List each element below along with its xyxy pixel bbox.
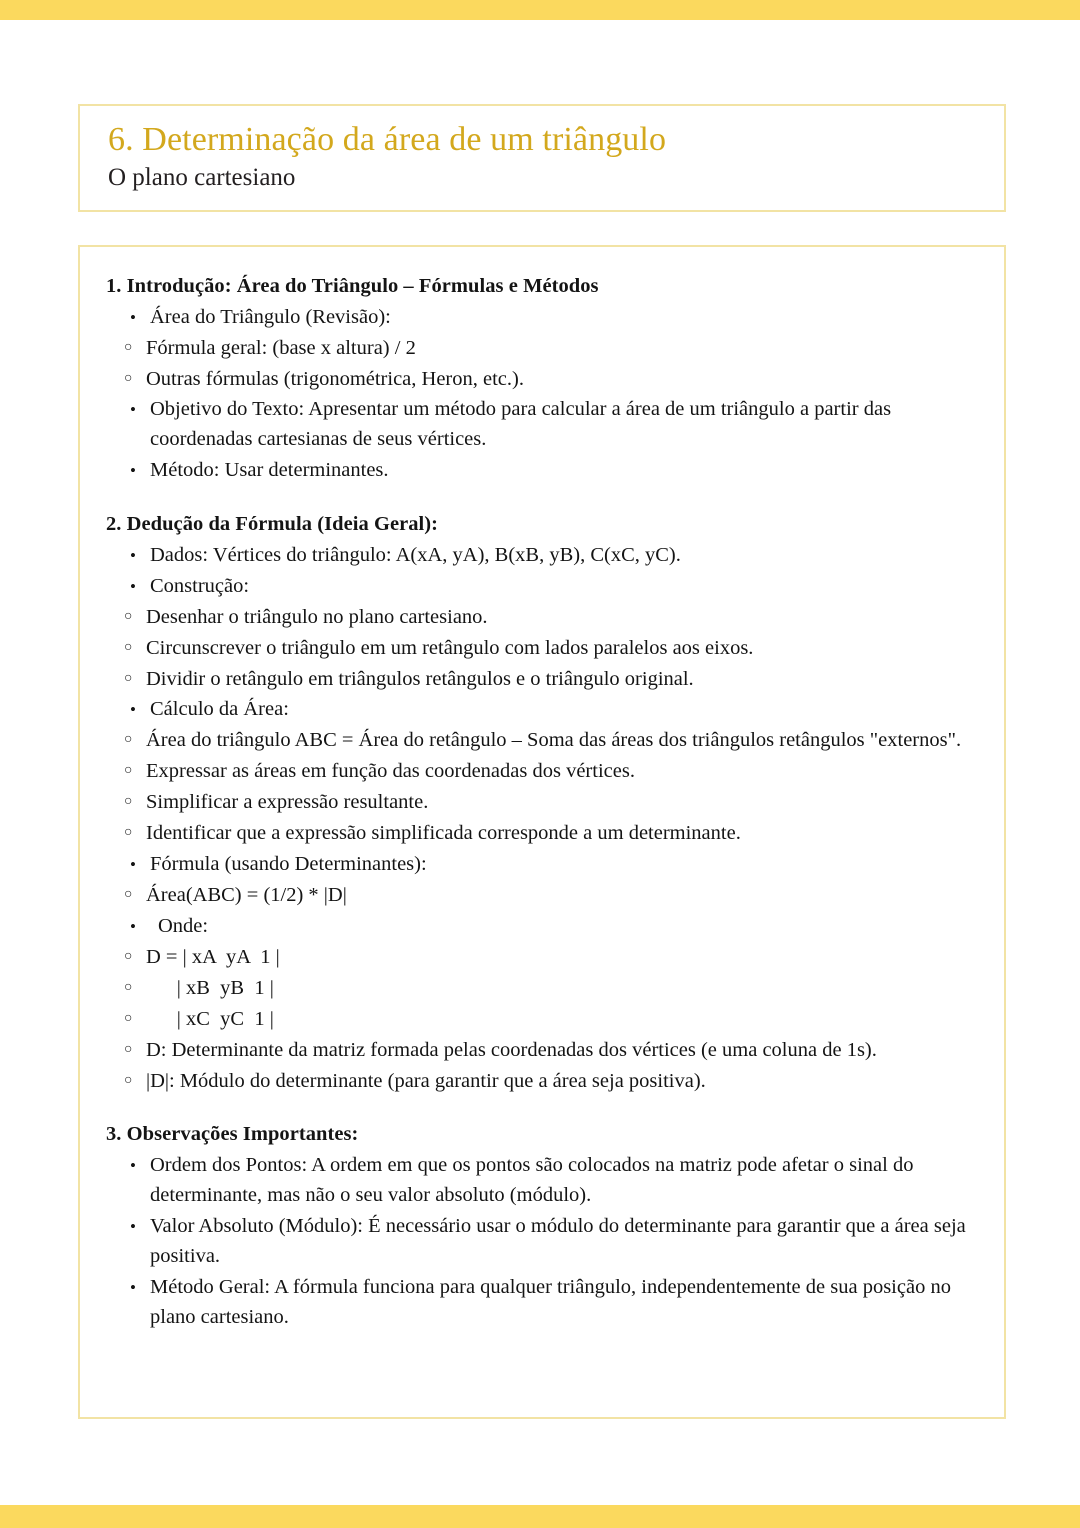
sub-list-wrapper bbox=[106, 334, 978, 395]
list-item bbox=[106, 695, 978, 725]
section-heading: 2. Dedução da Fórmula (Ideia Geral): bbox=[106, 513, 439, 536]
document-content-box bbox=[78, 245, 1006, 1419]
bullet-marker-icon: • bbox=[130, 855, 136, 875]
bullet-marker-icon: • bbox=[130, 400, 136, 420]
bullet-marker-icon: • bbox=[130, 916, 136, 936]
bullet-marker-icon: • bbox=[130, 461, 136, 481]
list-item bbox=[106, 1273, 978, 1333]
sub-bullet-marker-icon: ○ bbox=[124, 825, 133, 841]
list-item bbox=[106, 850, 978, 880]
list-item-text: Simplificar a expressão resultante. bbox=[146, 791, 429, 814]
top-accent-bar bbox=[0, 0, 1080, 20]
list-item bbox=[106, 1212, 978, 1272]
list-item bbox=[106, 634, 978, 664]
list-item-text: Método: Usar determinantes. bbox=[150, 459, 389, 482]
list-item bbox=[106, 603, 978, 633]
list-item-text: Dados: Vértices do triângulo: A(xA, yA), B(xB, yB), C(xC, yC). bbox=[150, 543, 681, 566]
list-item-text: Outras fórmulas (trigonométrica, Heron, etc.). bbox=[146, 367, 524, 390]
list-item bbox=[106, 1067, 978, 1097]
list-item bbox=[106, 726, 978, 756]
bullet-marker-icon: • bbox=[130, 700, 136, 720]
list-item-text: Fórmula geral: (base x altura) / 2 bbox=[146, 336, 416, 359]
list-item-text: D: Determinante da matriz formada pelas coordenadas dos vértices (e uma coluna de 1s). bbox=[146, 1038, 877, 1061]
list-item bbox=[106, 541, 978, 571]
list-item bbox=[106, 1036, 978, 1066]
sub-bullet-marker-icon: ○ bbox=[124, 794, 133, 810]
sub-bullet-marker-icon: ○ bbox=[124, 1072, 133, 1088]
list-item-text: Identificar que a expressão simplificada corresponde a um determinante. bbox=[146, 822, 741, 845]
list-item bbox=[106, 303, 978, 333]
matrix-row-text: | xB yB 1 | bbox=[146, 976, 274, 999]
bullet-marker-icon: • bbox=[130, 307, 136, 327]
list-item bbox=[106, 334, 978, 364]
sub-bullet-marker-icon: ○ bbox=[124, 948, 133, 964]
bullet-list-level-2 bbox=[106, 726, 978, 849]
section-heading: 1. Introdução: Área do Triângulo – Fórmulas e Métodos bbox=[106, 275, 599, 297]
list-item-text: Dividir o retângulo em triângulos retângulos e o triângulo original. bbox=[146, 667, 694, 690]
list-item bbox=[106, 1151, 978, 1211]
bullet-marker-icon: • bbox=[130, 545, 136, 565]
list-item-text: Área do Triângulo (Revisão): bbox=[150, 305, 391, 328]
list-item-text: Desenhar o triângulo no plano cartesiano. bbox=[146, 605, 488, 628]
bullet-list-level-2 bbox=[106, 881, 978, 911]
list-item bbox=[106, 912, 978, 942]
document-header-box bbox=[78, 104, 1006, 212]
matrix-row-text: D = | xA yA 1 | bbox=[146, 945, 280, 968]
document-section bbox=[106, 511, 978, 1096]
bullet-list-level-1 bbox=[106, 1151, 978, 1333]
sub-bullet-marker-icon: ○ bbox=[124, 887, 133, 903]
list-item bbox=[106, 881, 978, 911]
sub-list-wrapper bbox=[106, 603, 978, 695]
sub-bullet-marker-icon: ○ bbox=[124, 1041, 133, 1057]
list-item-text: Expressar as áreas em função das coordenadas dos vértices. bbox=[146, 760, 635, 783]
bullet-list-level-1 bbox=[106, 303, 978, 487]
sub-list-wrapper bbox=[106, 943, 978, 1097]
list-item bbox=[106, 788, 978, 818]
list-item-text: Método Geral: A fórmula funciona para qualquer triângulo, independentemente de sua posição no plano cartesiano. bbox=[150, 1275, 951, 1328]
sub-bullet-marker-icon: ○ bbox=[124, 670, 133, 686]
bullet-list-level-2 bbox=[106, 334, 978, 395]
list-item bbox=[106, 757, 978, 787]
sub-bullet-marker-icon: ○ bbox=[124, 608, 133, 624]
list-item-text: Fórmula (usando Determinantes): bbox=[150, 853, 427, 876]
list-item-text: Onde: bbox=[158, 914, 209, 937]
bullet-marker-icon: • bbox=[130, 1156, 136, 1176]
list-item bbox=[106, 572, 978, 602]
bullet-list-level-1 bbox=[106, 541, 978, 1097]
document-section bbox=[106, 1121, 978, 1332]
sub-bullet-marker-icon: ○ bbox=[124, 1010, 133, 1026]
bullet-marker-icon: • bbox=[130, 1277, 136, 1297]
sub-bullet-marker-icon: ○ bbox=[124, 979, 133, 995]
sub-bullet-marker-icon: ○ bbox=[124, 370, 133, 386]
list-item-text: Circunscrever o triângulo em um retângulo com lados paralelos aos eixos. bbox=[146, 636, 754, 659]
bullet-marker-icon: • bbox=[130, 576, 136, 596]
bullet-list-level-2 bbox=[106, 603, 978, 695]
list-item-text: Cálculo da Área: bbox=[150, 698, 289, 721]
list-item bbox=[106, 395, 978, 455]
sub-bullet-marker-icon: ○ bbox=[124, 339, 133, 355]
sub-bullet-marker-icon: ○ bbox=[124, 732, 133, 748]
list-item-text: Objetivo do Texto: Apresentar um método para calcular a área de um triângulo a partir das coordenadas cartesianas de seus vértices. bbox=[150, 398, 892, 451]
sub-bullet-marker-icon: ○ bbox=[124, 763, 133, 779]
sub-list-wrapper bbox=[106, 881, 978, 911]
section-heading: 3. Observações Importantes: bbox=[106, 1123, 359, 1146]
list-item-text: Área do triângulo ABC = Área do retângulo – Soma das áreas dos triângulos retângulos "externos". bbox=[146, 729, 962, 752]
list-item bbox=[106, 456, 978, 486]
list-item bbox=[106, 365, 978, 395]
bottom-accent-bar bbox=[0, 1505, 1080, 1528]
sections-container bbox=[106, 273, 978, 1333]
matrix-row-text: Área(ABC) = (1/2) * |D| bbox=[146, 884, 347, 907]
list-item-text: Ordem dos Pontos: A ordem em que os pontos são colocados na matriz pode afetar o sinal do determinante, mas não o seu valor absoluto (módulo). bbox=[150, 1154, 914, 1207]
matrix-row-text: |D|: Módulo do determinante (para garantir que a área seja positiva). bbox=[146, 1069, 706, 1092]
page-subtitle: O plano cartesiano bbox=[108, 164, 296, 192]
list-item bbox=[106, 819, 978, 849]
matrix-row-text: | xC yC 1 | bbox=[146, 1007, 274, 1030]
list-item bbox=[106, 1005, 978, 1035]
bullet-list-level-2 bbox=[106, 943, 978, 1097]
list-item bbox=[106, 974, 978, 1004]
document-section bbox=[106, 273, 978, 486]
page-title: 6. Determinação da área de um triângulo bbox=[108, 121, 667, 158]
list-item-text: Valor Absoluto (Módulo): É necessário usar o módulo do determinante para garantir que a área seja positiva. bbox=[150, 1214, 966, 1267]
bullet-marker-icon: • bbox=[130, 1216, 136, 1236]
list-item bbox=[106, 665, 978, 695]
sub-bullet-marker-icon: ○ bbox=[124, 639, 133, 655]
sub-list-wrapper bbox=[106, 726, 978, 849]
list-item bbox=[106, 943, 978, 973]
list-item-text: Construção: bbox=[150, 574, 250, 597]
